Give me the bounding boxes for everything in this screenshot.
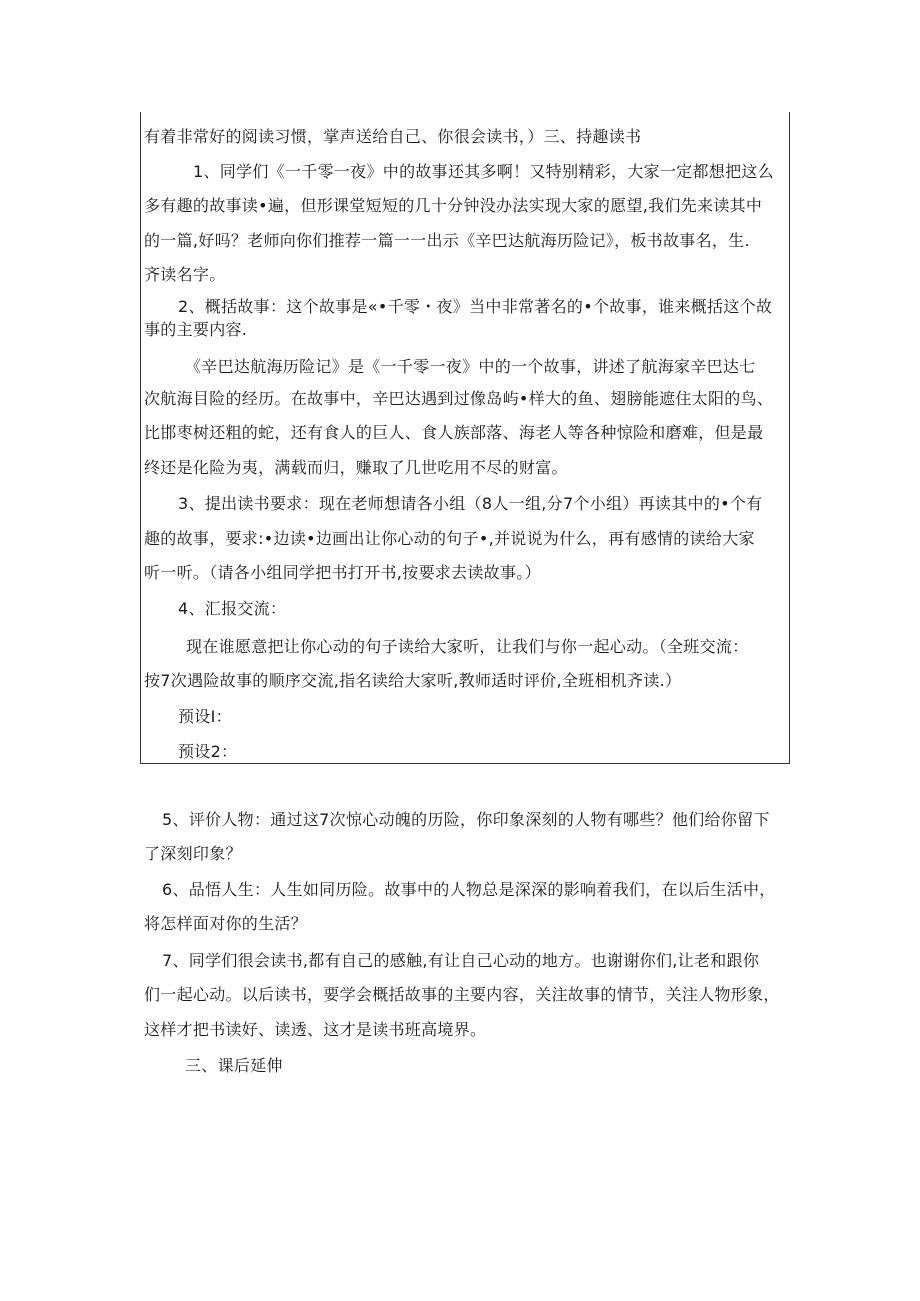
paragraph-line: 事的主要内容. (144, 320, 248, 339)
paragraph-line: 2、概括故事：这个故事是«•千零・夜》当中非常著名的•个故事，谁来概括这个故 (178, 297, 773, 316)
paragraph-line: 这样才把书读好、读透、这才是读书班高境界。 (144, 1020, 487, 1039)
section-heading: 三、课后延伸 (185, 1056, 283, 1075)
paragraph-line: 3、提出读书要求：现在老师想请各小组（8人一组,分7个小组）再读其中的•个有 (178, 494, 763, 513)
paragraph-line: 次航海目险的经历。在故事中，辛巴达遇到过像岛屿•样大的鱼、翅膀能遮住太阳的鸟、 (144, 389, 774, 408)
paragraph-line: 听一听。（请各小组同学把书打开书,按要求去读故事。） (144, 563, 541, 582)
paragraph-line: 按7次遇险故事的顺序交流,指名读给大家听,教师适时评价,全班相机齐读.） (144, 671, 682, 690)
paragraph-line: 多有趣的故事读•遍，但形课堂短短的几十分钟没办法实现大家的愿望,我们先来读其中 (144, 196, 763, 215)
paragraph-line: 预设2： (178, 742, 238, 761)
paragraph-line: 4、汇报交流： (178, 599, 287, 618)
paragraph-line: 的一篇,好吗？老师向你们推荐一篇一一出示《辛巴达航海历险记》，板书故事名，生. (144, 231, 750, 250)
paragraph-line: 们一起心动。以后读书，要学会概括故事的主要内容，关注故事的情节，关注人物形象， (144, 985, 780, 1004)
paragraph-line: 5、评价人物：通过这7次惊心动魄的历险，你印象深刻的人物有哪些？他们给你留下 (162, 810, 770, 829)
paragraph-line: 趣的故事，要求:•边读•边画出让你心动的句子•,并说说为什么，再有感情的读给大家 (144, 529, 755, 548)
paragraph-line: 了深刻印象？ (144, 844, 242, 863)
paragraph-line: 1、同学们《一千零一夜》中的故事还其多啊！又特别精彩，大家一定都想把这么 (193, 162, 774, 181)
paragraph-line: 预设I： (178, 707, 232, 726)
paragraph-line: 终还是化险为夷，满载而归，赚取了几世吃用不尽的财富。 (144, 458, 568, 477)
paragraph-line: 齐读名字。 (144, 265, 226, 284)
paragraph-line: 7、同学们很会读书,都有自己的感触,有让自己心动的地方。也谢谢你们,让老和跟你 (162, 951, 760, 970)
paragraph-line: 《辛巴达航海历险记》是《一千零一夜》中的一个故事，讲述了航海家辛巴达七 (185, 357, 756, 376)
paragraph-line: 将怎样面对你的生活？ (144, 914, 308, 933)
paragraph-line: 比邯枣树还粗的蛇，还有食人的巨人、食人族部落、海老人等各种惊险和磨难，但是最 (144, 423, 764, 442)
paragraph-line: 有着非常好的阅读习惯，掌声送给自己、你很会读书，）三、持趣读书 (144, 127, 642, 146)
paragraph-line: 6、品悟人生：人生如同历险。故事中的人物总是深深的影响着我们，在以后生活中， (162, 880, 776, 899)
paragraph-line: 现在谁愿意把让你心动的句子读给大家听，让我们与你一起心动。（全班交流： (186, 637, 749, 656)
